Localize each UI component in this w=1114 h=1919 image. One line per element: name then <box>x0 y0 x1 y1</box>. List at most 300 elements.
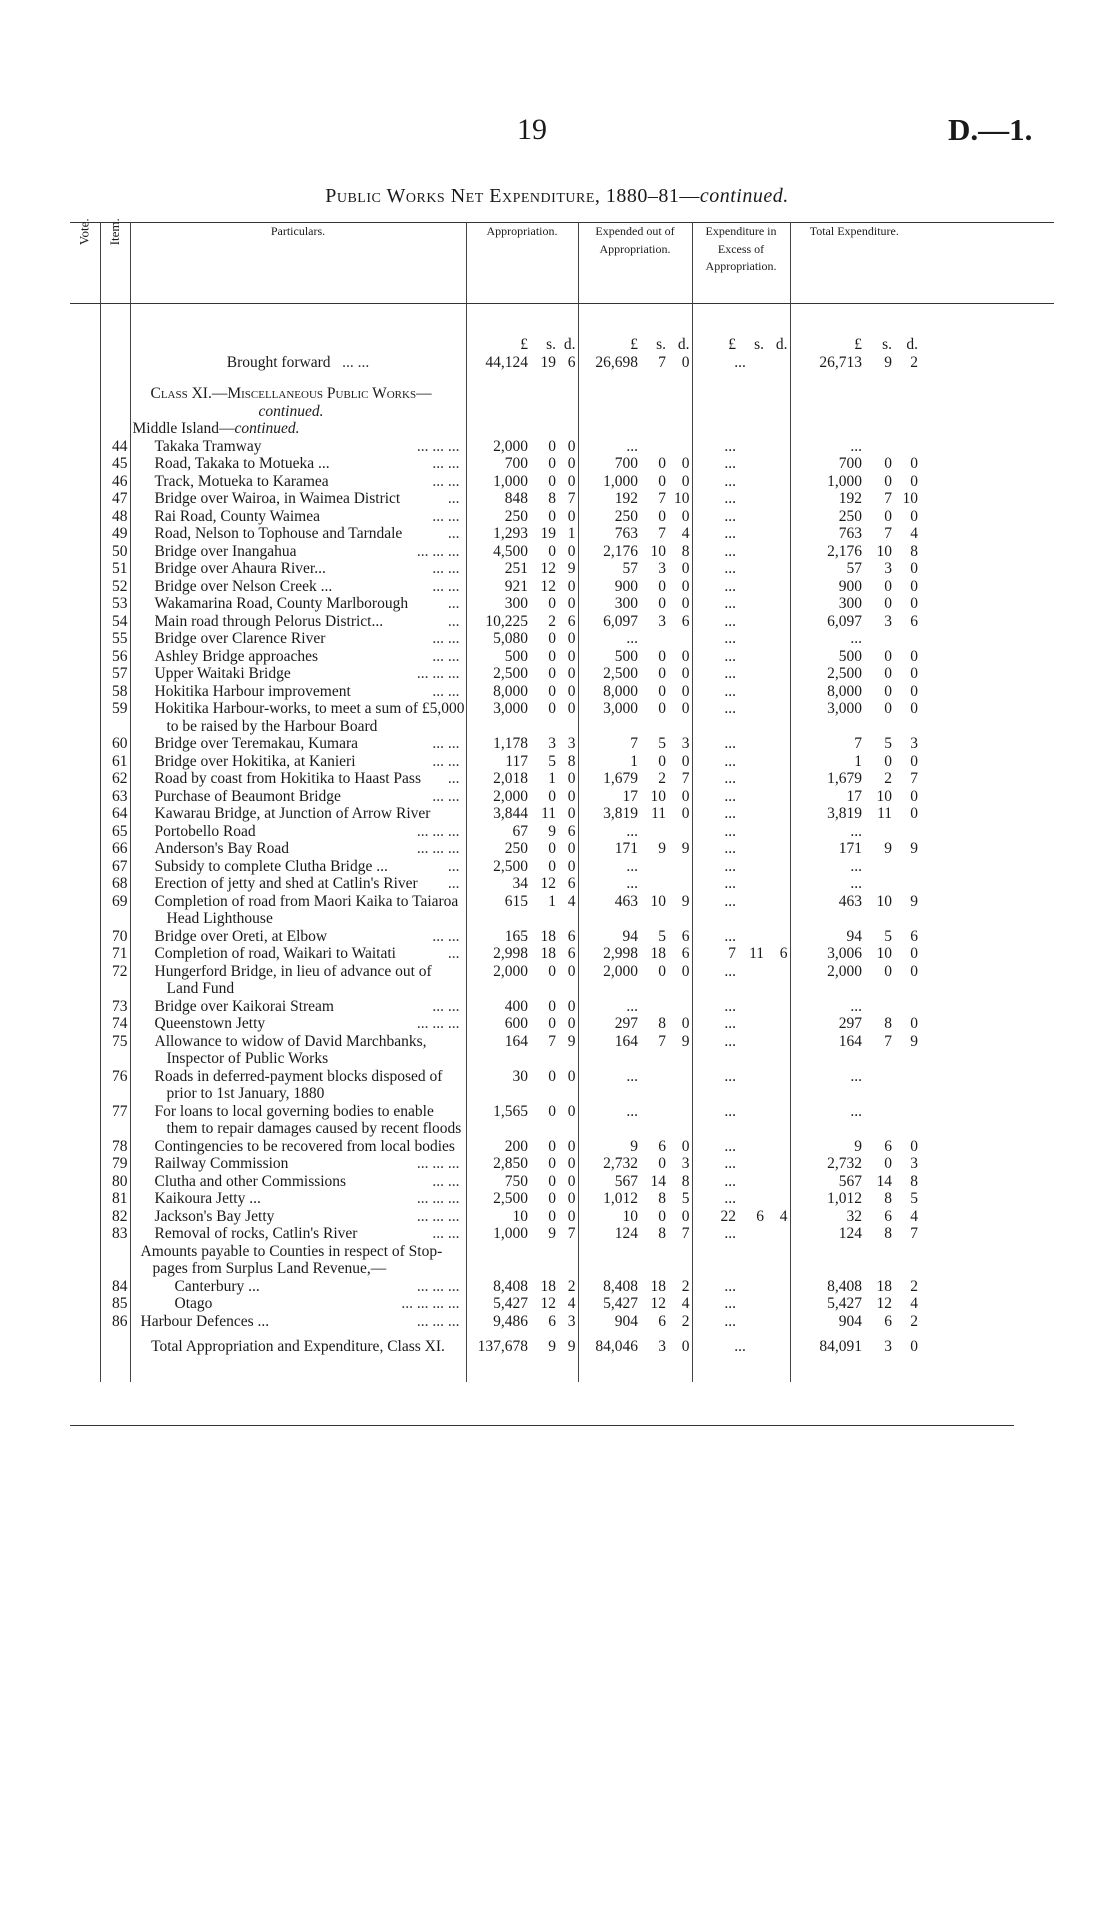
expended-shillings: 9 <box>658 840 666 857</box>
excess-pence <box>764 1068 790 1103</box>
excess-shillings <box>736 735 764 753</box>
leader-dots: ... ... <box>432 630 460 647</box>
vote-cell <box>70 1190 100 1208</box>
table-row <box>70 1278 1054 1296</box>
item-number: 63 <box>100 788 130 806</box>
col-item: Item. <box>100 223 130 304</box>
spacer-cell <box>918 1208 1054 1226</box>
vote-cell <box>70 823 100 841</box>
appropriation-shillings: 0 <box>548 437 556 455</box>
appropriation-pence: 0 <box>556 473 578 491</box>
currency-pounds: £ <box>728 336 737 353</box>
appropriation-pence: 0 <box>556 840 578 858</box>
table-row <box>70 700 1054 735</box>
appropriation-pounds: 165 <box>466 928 528 946</box>
particulars-cell <box>130 1208 466 1226</box>
vote-cell <box>70 1225 100 1243</box>
excess-pounds: ... <box>724 647 737 665</box>
leader-dots: ... ... ... <box>416 1190 460 1207</box>
appropriation-pence: 0 <box>556 700 578 735</box>
brought-forward-label: Brought forward ... ... <box>130 354 466 372</box>
table-row <box>70 630 1054 648</box>
appropriation-pounds: 750 <box>466 1173 528 1191</box>
leader-dots: ... ... ... <box>416 822 460 840</box>
appropriation-pounds: 2,000 <box>466 438 528 456</box>
expended-pence <box>666 875 692 893</box>
appropriation-shillings: 0 <box>548 700 556 717</box>
appropriation-pounds: 2,000 <box>466 788 528 806</box>
expended-pence <box>666 858 692 876</box>
particulars-cell <box>130 753 466 771</box>
expended-pence: 8 <box>666 1173 692 1191</box>
excess-pounds: ... <box>724 1015 737 1032</box>
excess-pounds: ... <box>724 1277 737 1295</box>
expended-pence: 4 <box>666 525 692 543</box>
leader-dots: ... <box>447 525 460 542</box>
expended-pounds: 3,819 <box>603 805 638 822</box>
expended-shillings: 0 <box>658 682 666 700</box>
expended-pounds: 567 <box>614 1172 638 1190</box>
spacer-cell <box>918 770 1054 788</box>
appropriation-shillings: 0 <box>548 1207 556 1225</box>
expended-shillings <box>638 858 666 876</box>
total-pounds: 567 <box>838 1172 863 1190</box>
expended-pence: 0 <box>666 753 692 771</box>
excess-pounds: ... <box>724 595 737 612</box>
expended-pounds: 3,000 <box>603 700 638 717</box>
appropriation-pounds: 2,500 <box>466 858 528 876</box>
total-pence: 0 <box>910 805 919 822</box>
total-shillings: 11 <box>877 805 893 822</box>
expended-shillings: 18 <box>650 945 666 962</box>
leader-dots: ... ... <box>432 787 460 805</box>
expended-pence: 0 <box>666 508 692 526</box>
excess-pounds: ... <box>724 752 737 770</box>
excess-shillings <box>736 770 764 788</box>
table-row <box>70 473 1054 491</box>
appropriation-pence: 0 <box>556 1173 578 1191</box>
table-row <box>70 805 1054 823</box>
spacer-cell <box>918 525 1054 543</box>
item-number: 45 <box>100 455 130 473</box>
excess-shillings: 6 <box>756 1207 765 1225</box>
total-shillings: 7 <box>884 490 893 507</box>
empty-cell <box>666 1243 692 1278</box>
particulars-cell <box>130 508 466 526</box>
bf-total-pence: 2 <box>910 353 919 371</box>
particulars-cell <box>130 473 466 491</box>
excess-shillings <box>736 683 764 701</box>
currency-row <box>70 304 1054 354</box>
item-number: 68 <box>100 875 130 893</box>
total-shillings: 0 <box>884 682 893 700</box>
expended-shillings: 8 <box>658 1190 666 1207</box>
particulars-text: Allowance to widow of David Marchbanks, Inspector of Public Works <box>154 1032 427 1067</box>
spacer-cell <box>918 788 1054 806</box>
total-pounds: 463 <box>838 892 863 910</box>
expended-shillings: 14 <box>650 1172 666 1190</box>
appropriation-shillings: 11 <box>541 805 556 822</box>
item-number: 72 <box>100 963 130 998</box>
particulars-text: Roads in deferred-payment blocks disposed of prior to 1st January, 1880 <box>154 1067 443 1102</box>
particulars-text: For loans to local governing bodies to enable them to repair damages caused by recent floods <box>154 1102 462 1137</box>
total-shillings: 12 <box>876 1295 893 1312</box>
particulars-text: Bridge over Oreti, at Elbow <box>154 927 328 945</box>
particulars-cell <box>130 648 466 666</box>
total-pence: 0 <box>910 455 919 472</box>
expended-pence: 0 <box>666 665 692 683</box>
expended-pence: 2 <box>666 1278 692 1296</box>
total-pence: 7 <box>910 770 919 787</box>
appropriation-shillings: 18 <box>540 945 556 962</box>
excess-pounds: ... <box>724 455 737 472</box>
expended-shillings: 0 <box>658 455 666 472</box>
appropriation-pence: 0 <box>556 508 578 526</box>
appropriation-pounds: 250 <box>466 508 528 526</box>
total-shillings: 6 <box>884 1207 893 1225</box>
appropriation-pence: 0 <box>556 1138 578 1156</box>
bf-appr-pence: 6 <box>556 354 578 372</box>
excess-pounds: ... <box>724 735 737 752</box>
appropriation-pence: 0 <box>556 1208 578 1226</box>
vote-cell <box>70 665 100 683</box>
expended-pounds: 9 <box>630 1137 638 1155</box>
particulars-cell <box>130 1173 466 1191</box>
currency-pounds: £ <box>854 336 863 353</box>
total-pounds: 3,819 <box>827 805 863 822</box>
excess-pence <box>764 683 790 701</box>
leader-dots: ... ... <box>432 560 460 577</box>
excess-pence <box>764 788 790 806</box>
item-number: 59 <box>100 700 130 735</box>
table-row <box>70 455 1054 473</box>
appropriation-shillings: 0 <box>548 962 556 980</box>
expended-shillings: 8 <box>658 1015 666 1032</box>
expended-pence <box>666 1103 692 1138</box>
total-shillings <box>862 875 892 893</box>
excess-pence <box>764 490 790 508</box>
total-pounds: 6,097 <box>827 612 863 630</box>
excess-pence <box>764 998 790 1016</box>
expended-pence: 0 <box>666 683 692 701</box>
particulars-text: Main road through Pelorus District... <box>154 612 384 630</box>
appropriation-pence: 0 <box>556 770 578 788</box>
appropriation-pence: 6 <box>556 613 578 631</box>
spacer-cell <box>918 1015 1054 1033</box>
particulars-cell <box>130 630 466 648</box>
item-number: 61 <box>100 753 130 771</box>
appropriation-shillings: 8 <box>548 490 556 507</box>
appropriation-shillings: 0 <box>548 1015 556 1032</box>
expended-shillings: 0 <box>658 752 666 770</box>
appropriation-pence: 0 <box>556 1103 578 1138</box>
expended-pounds: 700 <box>614 455 638 472</box>
particulars-text: Completion of road from Maori Kaika to Taiaroa Head Lighthouse <box>154 892 459 927</box>
bf-appr-shillings: 19 <box>540 353 556 371</box>
spacer-cell <box>918 753 1054 771</box>
item-number: 67 <box>100 858 130 876</box>
total-pence <box>892 858 918 876</box>
total-shillings: 7 <box>884 525 893 542</box>
particulars-text: Bridge over Teremakau, Kumara <box>154 735 358 752</box>
spacer-cell <box>918 648 1054 666</box>
total-expended-pence: 0 <box>666 1330 692 1382</box>
total-pence: 0 <box>910 560 919 577</box>
appropriation-pounds: 3,844 <box>466 805 528 823</box>
total-pence: 3 <box>910 735 919 752</box>
total-pence: 0 <box>910 1137 919 1155</box>
particulars-cell <box>130 1068 466 1103</box>
appropriation-shillings: 0 <box>548 1172 556 1190</box>
spacer-cell <box>918 560 1054 578</box>
item-number: 47 <box>100 490 130 508</box>
expended-pounds: 1,000 <box>603 472 638 490</box>
particulars-text: Bridge over Hokitika, at Kanieri <box>154 752 356 770</box>
appropriation-pence: 0 <box>556 858 578 876</box>
particulars-text: Subsidy to complete Clutha Bridge ... <box>154 857 388 875</box>
leader-dots: ... ... <box>432 752 460 770</box>
excess-pounds: ... <box>724 787 737 805</box>
item-number: 50 <box>100 543 130 561</box>
vote-cell <box>70 543 100 561</box>
expended-pounds: 94 <box>622 927 638 945</box>
appropriation-shillings: 0 <box>548 1190 556 1207</box>
appropriation-shillings: 0 <box>548 682 556 700</box>
leader-dots: ... ... ... <box>416 1312 460 1330</box>
expended-pounds: 904 <box>614 1312 638 1330</box>
vote-cell <box>70 893 100 928</box>
expended-pence: 10 <box>666 490 692 508</box>
total-pounds: 700 <box>838 455 863 472</box>
spacer-cell <box>918 1330 1054 1382</box>
total-pence <box>892 1068 918 1103</box>
appropriation-shillings: 0 <box>548 507 556 525</box>
excess-pence <box>764 1103 790 1138</box>
particulars-text: Bridge over Kaikorai Stream <box>154 997 334 1015</box>
expended-pounds: 297 <box>614 1015 638 1032</box>
particulars-cell <box>130 1295 466 1313</box>
leader-dots: ... ... ... <box>416 840 460 857</box>
appropriation-shillings: 0 <box>548 1155 556 1172</box>
vote-cell <box>70 1243 100 1278</box>
table-row <box>70 875 1054 893</box>
total-shillings: 3 <box>884 560 893 577</box>
total-pounds: 8,408 <box>827 1277 863 1295</box>
spacer-cell <box>918 438 1054 456</box>
item-number: 73 <box>100 998 130 1016</box>
excess-pence <box>764 1138 790 1156</box>
leader-dots: ... <box>447 945 460 962</box>
expended-shillings: 0 <box>658 962 666 980</box>
appropriation-pence: 3 <box>556 1313 578 1331</box>
appropriation-pounds: 251 <box>466 560 528 578</box>
appropriation-pence: 1 <box>556 525 578 543</box>
table-row <box>70 998 1054 1016</box>
excess-pounds: ... <box>724 892 737 910</box>
expended-pence: 9 <box>666 1033 692 1068</box>
appropriation-pence: 7 <box>556 1225 578 1243</box>
appropriation-pence: 0 <box>556 630 578 648</box>
vote-cell <box>70 630 100 648</box>
excess-pounds: ... <box>724 875 737 892</box>
particulars-text: Completion of road, Waikari to Waitati <box>154 945 396 962</box>
item-number: 62 <box>100 770 130 788</box>
particulars-cell <box>130 788 466 806</box>
excess-shillings <box>736 1155 764 1173</box>
total-pence: 8 <box>910 542 919 560</box>
appropriation-pounds: 2,000 <box>466 963 528 998</box>
excess-shillings <box>736 875 764 893</box>
total-pence: 0 <box>910 945 919 962</box>
appropriation-pounds: 8,000 <box>466 683 528 701</box>
particulars-cell <box>130 1103 466 1138</box>
item-number: 49 <box>100 525 130 543</box>
appropriation-shillings: 7 <box>548 1032 556 1050</box>
total-pence: 4 <box>910 525 919 542</box>
particulars-text: Contingencies to be recovered from local bodies <box>154 1137 455 1155</box>
excess-pounds: ... <box>724 490 737 507</box>
total-pence: 9 <box>910 840 919 857</box>
excess-pence <box>764 1313 790 1331</box>
total-pence: 0 <box>910 647 919 665</box>
table-row <box>70 1295 1054 1313</box>
vote-cell <box>70 753 100 771</box>
expended-pence: 0 <box>666 455 692 473</box>
expended-pounds: 5,427 <box>603 1295 638 1312</box>
appropriation-shillings: 19 <box>540 525 556 542</box>
excess-shillings <box>736 1295 764 1313</box>
class-heading-row <box>70 371 1054 403</box>
expended-shillings: 0 <box>658 647 666 665</box>
total-pounds: 2,176 <box>827 542 863 560</box>
excess-pence <box>764 1155 790 1173</box>
expended-pence: 4 <box>666 1295 692 1313</box>
total-pence: 0 <box>910 682 919 700</box>
leader-dots: ... ... ... <box>416 542 460 560</box>
expended-pence: 7 <box>666 1225 692 1243</box>
total-pounds: 94 <box>846 927 863 945</box>
item-number: 82 <box>100 1208 130 1226</box>
particulars-text: Purchase of Beaumont Bridge <box>154 787 341 805</box>
item-number: 55 <box>100 630 130 648</box>
total-excess: ... <box>692 1330 790 1382</box>
excess-pounds: ... <box>724 437 737 455</box>
item-number: 76 <box>100 1068 130 1103</box>
excess-shillings <box>736 1313 764 1331</box>
total-shillings: 6 <box>884 1312 893 1330</box>
expended-shillings: 0 <box>658 472 666 490</box>
total-pounds: 3,000 <box>827 700 863 717</box>
total-pence: 7 <box>910 1225 919 1242</box>
bottom-rule <box>70 1425 1014 1426</box>
vote-cell <box>70 1068 100 1103</box>
excess-pounds: ... <box>724 997 737 1015</box>
leader-dots: ... ... <box>432 997 460 1015</box>
expended-pounds: 192 <box>614 490 638 507</box>
particulars-text: Track, Motueka to Karamea <box>154 472 329 490</box>
total-shillings <box>862 630 892 648</box>
appropriation-shillings: 0 <box>548 997 556 1015</box>
item-number: 46 <box>100 473 130 491</box>
particulars-text: Bridge over Nelson Creek ... <box>154 577 333 595</box>
class-continued: continued. <box>130 403 466 421</box>
appropriation-pounds: 1,565 <box>466 1103 528 1138</box>
particulars-text: Bridge over Inangahua <box>154 542 297 560</box>
particulars-cell <box>130 1155 466 1173</box>
total-pence <box>892 998 918 1016</box>
appropriation-pounds: 921 <box>466 578 528 596</box>
item-number: 66 <box>100 840 130 858</box>
total-pence: 4 <box>910 1207 919 1225</box>
particulars-text: Erection of jetty and shed at Catlin's River <box>154 875 418 892</box>
appropriation-pence: 9 <box>556 1033 578 1068</box>
expended-pence: 6 <box>666 613 692 631</box>
surplus-heading-row <box>70 1243 1054 1278</box>
spacer-cell <box>918 823 1054 841</box>
vote-cell <box>70 945 100 963</box>
appropriation-pounds: 250 <box>466 840 528 858</box>
vote-cell <box>70 490 100 508</box>
expended-pence: 9 <box>666 893 692 928</box>
bf-exp-shillings: 7 <box>658 353 666 371</box>
particulars-text: Kawarau Bridge, at Junction of Arrow River <box>154 805 431 822</box>
item-number <box>100 1330 130 1382</box>
total-shillings <box>862 1103 892 1138</box>
spacer-cell <box>918 735 1054 753</box>
expended-pence <box>666 998 692 1016</box>
total-pounds: 192 <box>838 490 863 507</box>
excess-pounds: ... <box>724 1295 737 1312</box>
expended-pounds: 6,097 <box>603 612 638 630</box>
appropriation-pence: 6 <box>556 928 578 946</box>
appropriation-pounds: 500 <box>466 648 528 666</box>
excess-pence <box>764 823 790 841</box>
expended-shillings: 3 <box>658 560 666 577</box>
excess-pence <box>764 543 790 561</box>
total-shillings: 0 <box>884 577 893 595</box>
expended-shillings <box>638 1103 666 1138</box>
empty-cell <box>892 1243 918 1278</box>
particulars-cell <box>130 595 466 613</box>
total-appropriation-shillings: 9 <box>548 1338 556 1355</box>
appropriation-shillings: 2 <box>548 612 556 630</box>
expended-pounds: ... <box>626 857 638 875</box>
appropriation-pence: 0 <box>556 683 578 701</box>
particulars-text: Clutha and other Commissions <box>154 1172 347 1190</box>
excess-pounds: ... <box>724 542 737 560</box>
total-shillings: 10 <box>876 542 893 560</box>
expended-pounds: 900 <box>614 577 638 595</box>
particulars-cell <box>130 543 466 561</box>
excess-pounds: ... <box>724 1190 737 1207</box>
particulars-text: Upper Waitaki Bridge <box>154 665 291 682</box>
item-number <box>100 1243 130 1278</box>
expended-pence: 0 <box>666 788 692 806</box>
excess-shillings <box>736 1138 764 1156</box>
particulars-text: Queenstown Jetty <box>154 1015 266 1032</box>
spacer-cell <box>918 508 1054 526</box>
expended-shillings: 0 <box>658 507 666 525</box>
item-number: 60 <box>100 735 130 753</box>
spacer-cell <box>918 473 1054 491</box>
excess-shillings: 11 <box>749 945 765 962</box>
particulars-cell <box>130 1278 466 1296</box>
grand-total-pounds: 84,091 <box>819 1338 863 1355</box>
total-expended-pounds: 84,046 <box>595 1338 638 1355</box>
empty-cell <box>528 1243 556 1278</box>
particulars-text: Otago <box>174 1295 213 1312</box>
expended-pence: 2 <box>666 1313 692 1331</box>
